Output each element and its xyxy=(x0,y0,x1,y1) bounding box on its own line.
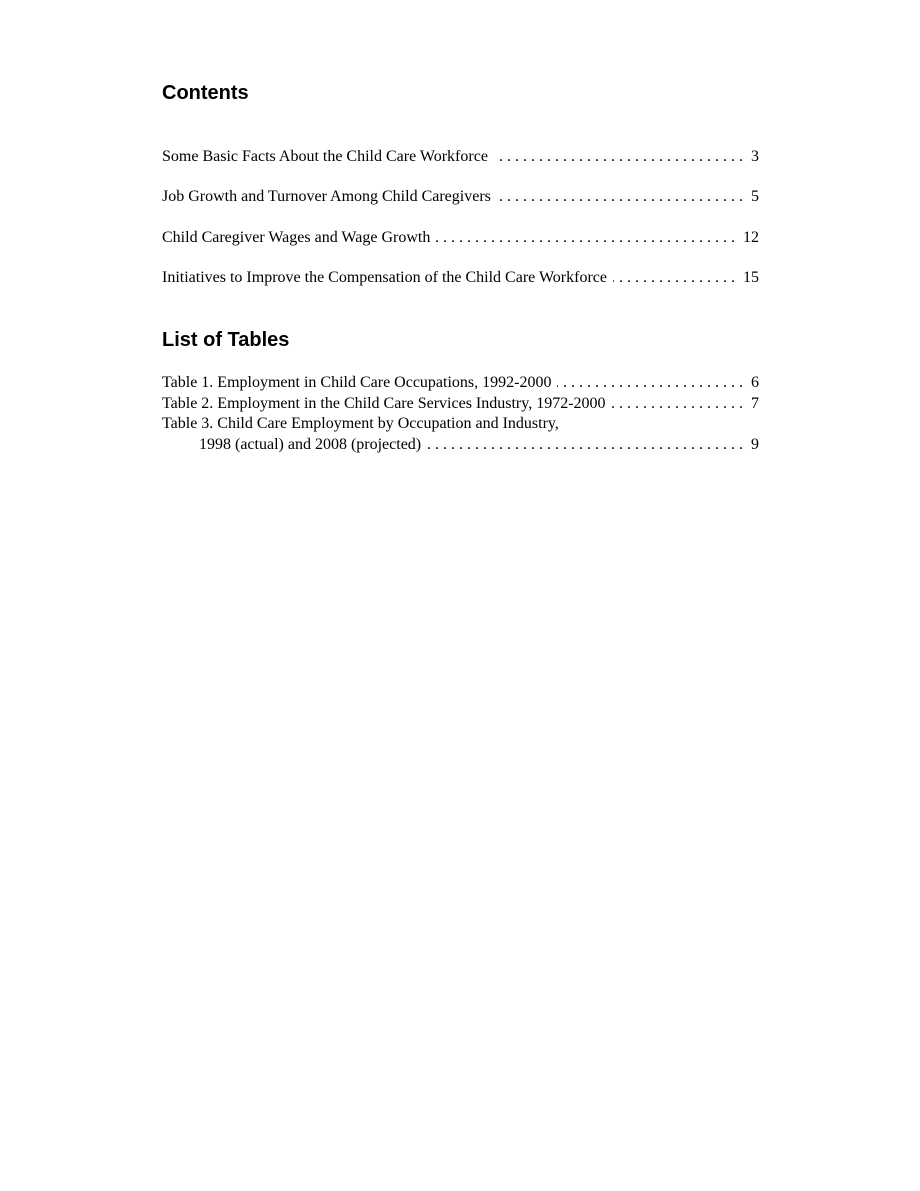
table-entry-title-line2: 1998 (actual) and 2008 (projected) xyxy=(199,436,422,453)
table-entry[interactable] xyxy=(162,435,759,455)
toc-entry-page: 12 xyxy=(743,229,759,246)
list-of-tables-heading: List of Tables xyxy=(162,329,290,351)
table-entry-title: Table 2. Employment in the Child Care Services Industry, 1972-2000 xyxy=(162,395,606,412)
table-entry-page: 9 xyxy=(751,436,759,453)
table-entry-title: Table 1. Employment in Child Care Occupations, 1992-2000 xyxy=(162,374,552,391)
dot-leader xyxy=(557,373,743,393)
dot-leader xyxy=(613,268,735,288)
dot-leader xyxy=(436,228,735,248)
toc-entry[interactable] xyxy=(162,147,759,167)
toc-entry-title: Child Caregiver Wages and Wage Growth xyxy=(162,229,431,246)
toc-entry[interactable] xyxy=(162,268,759,288)
dot-leader xyxy=(494,147,743,167)
table-entry[interactable] xyxy=(162,373,759,393)
toc-entry-page: 15 xyxy=(743,269,759,286)
table-entry-title-line1[interactable]: Table 3. Child Care Employment by Occupation and Industry, xyxy=(162,415,559,432)
toc-entry-title: Initiatives to Improve the Compensation of the Child Care Workforce xyxy=(162,269,607,286)
table-entry[interactable] xyxy=(162,394,759,414)
toc-entry-page: 5 xyxy=(751,188,759,205)
toc-entry-title: Some Basic Facts About the Child Care Workforce xyxy=(162,148,488,165)
contents-heading: Contents xyxy=(162,82,249,104)
table-entry-page: 6 xyxy=(751,374,759,391)
toc-entry-title: Job Growth and Turnover Among Child Caregivers xyxy=(162,188,491,205)
dot-leader xyxy=(497,187,743,207)
toc-entry[interactable] xyxy=(162,228,759,248)
dot-leader xyxy=(427,435,743,455)
table-entry-page: 7 xyxy=(751,395,759,412)
dot-leader xyxy=(612,394,743,414)
toc-entry[interactable] xyxy=(162,187,759,207)
toc-entry-page: 3 xyxy=(751,148,759,165)
